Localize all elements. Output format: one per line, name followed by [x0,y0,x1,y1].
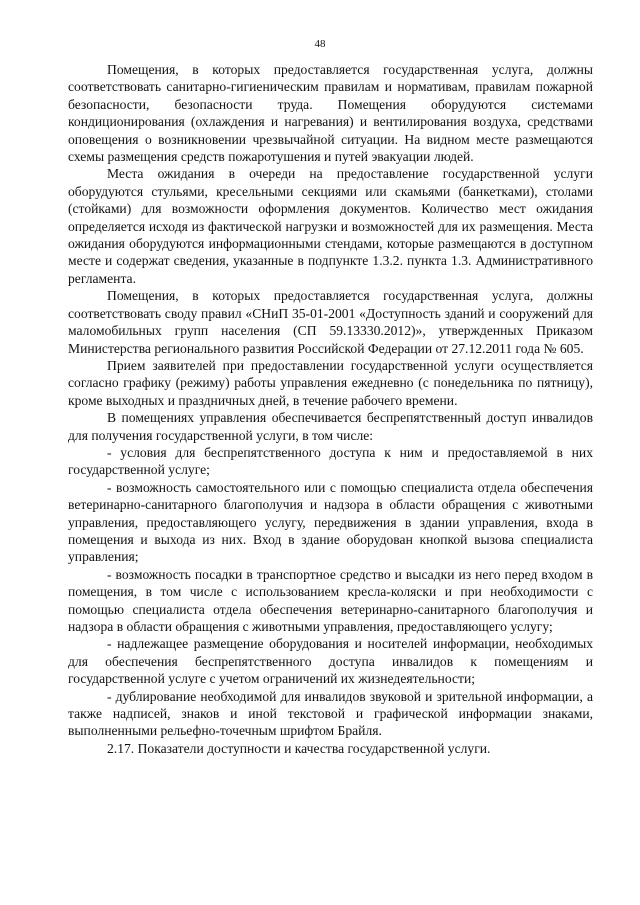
body-text [68,61,593,757]
list-item-movement-assistance: - возможность самостоятельного или с помощью специалиста отдела обеспечения ветеринарно-санитарного благополучия и надзора в области обращения с животными управления, предоставляющего услугу, передвижения в здании управления, входа в помещения и выхода из них. Вход в здание оборудован кнопкой вызова специалиста управления; [68,479,593,565]
list-item-transport-boarding: - возможность посадки в транспортное средство и высадки из него перед входом в помещения, в том числе с использованием кресла-коляски и при необходимости с помощью специалиста отдела обеспечения ветеринарно-санитарного благополучия и надзора в области обращения с животными управления, предоставляющего услугу; [68,566,593,634]
paragraph-building-codes: Помещения, в которых предоставляется государственная услуга, должны соответствовать своду правил «СНиП 35-01-2001 «Доступность зданий и сооружений для маломобильных групп населения (СП 59.13330.2012)», утвержденных Приказом Министерства регионального развития Российской Федерации от 27.12.2011 года № 605. [68,288,593,356]
paragraph-waiting-areas: Места ожидания в очереди на предоставление государственной услуги оборудуются стульями, кресельными секциями или скамьями (банкетками), столами (стойками) для возможности оформления документов. Количество мест ожидания определяется исходя из фактической нагрузки и возможностей для их размещения. Места ожидания оборудуются информационными стендами, которые размещаются в доступном месте и содержат сведения, указанные в подпункте 1.3.2. пункта 1.3. Административного регламента. [68,166,593,286]
list-item-information-duplication: - дублирование необходимой для инвалидов звуковой и зрительной информации, а также надписей, знаков и иной текстовой и графической информации знаками, выполненными рельефно-точечным шрифтом Брайля. [68,688,593,739]
section-heading-2-17: 2.17. Показатели доступности и качества государственной услуги. [107,740,491,756]
list-item-equipment-placement: - надлежащее размещение оборудования и носителей информации, необходимых для обеспечения беспрепятственного доступа инвалидов к помещениям и государственной услуге с учетом ограничений их жизнедеятельности; [68,636,593,687]
paragraph-premises-requirements: Помещения, в которых предоставляется государственная услуга, должны соответствовать санитарно-гигиеническим правилам и нормативам, правилам пожарной безопасности, безопасности труда. Помещения оборудуются системами кондиционирования (охлаждения и нагревания) и вентилирования воздуха, средствами оповещения о возникновении чрезвычайной ситуации. На видном месте размещаются схемы размещения средств пожаротушения и путей эвакуации людей. [68,62,593,165]
paragraph-disabled-access: В помещениях управления обеспечивается беспрепятственный доступ инвалидов для получения государственной услуги, в том числе: [68,410,593,443]
list-item-access-conditions: - условия для беспрепятственного доступа к ним и предоставляемой в них государственной услуге; [68,444,593,478]
paragraph-reception-schedule: Прием заявителей при предоставлении государственной услуги осуществляется согласно графику (режиму) работы управления ежедневно (с понедельника по пятницу), кроме выходных и праздничных дней, в течение рабочего времени. [68,357,593,408]
page-number: 48 [314,38,326,50]
